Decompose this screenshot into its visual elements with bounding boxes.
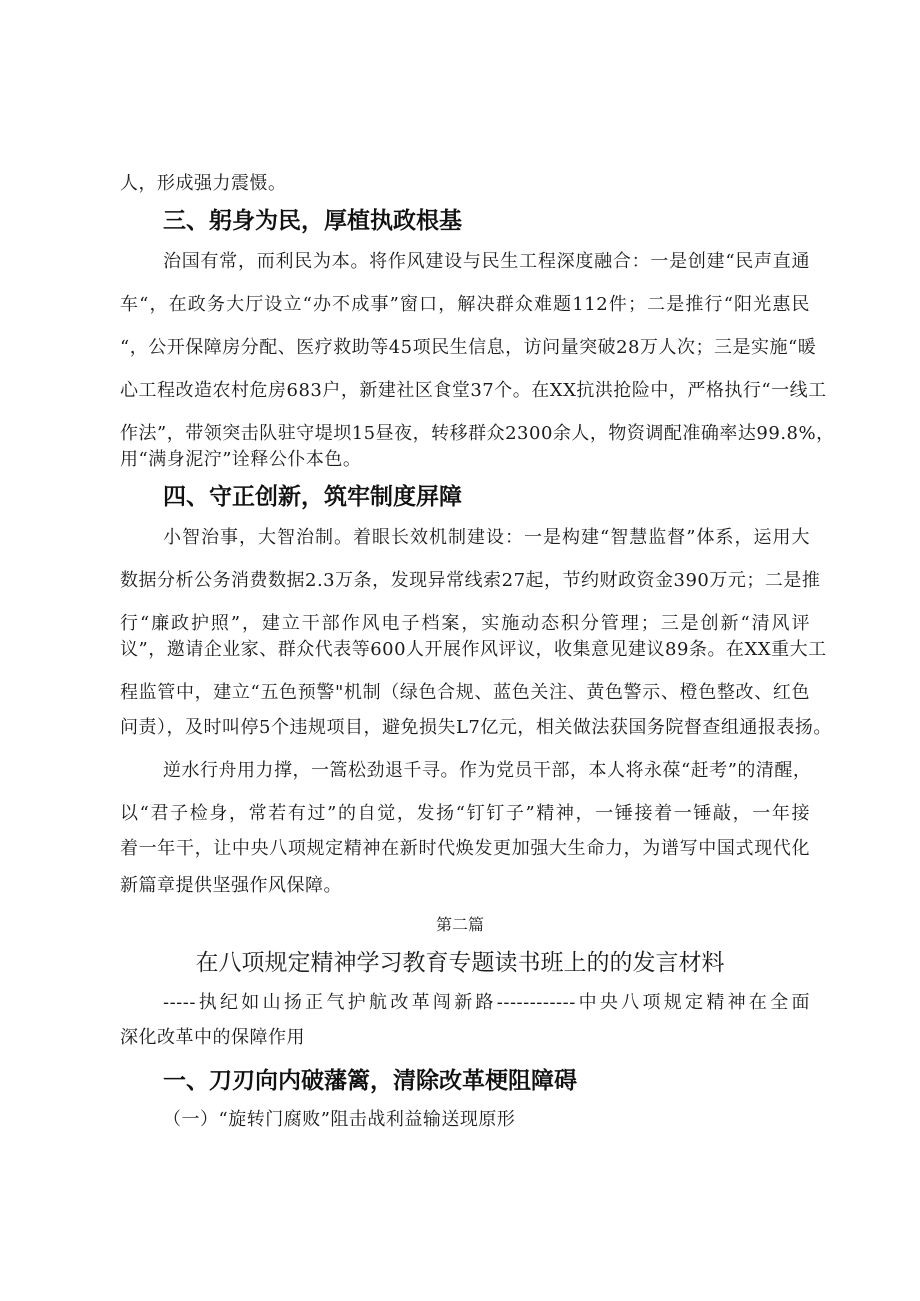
part-label: 第二篇 (435, 915, 484, 934)
paragraph-line: 数据分析公务消费数据2.3万条，发现异常线索27起，节约财政资金390万元；二是推 (120, 570, 821, 591)
paragraph-line: 行“廉政护照”，建立干部作风电子档案，实施动态积分管理；三是创新“清风评 (120, 613, 810, 634)
paragraph-line: 程监管中，建立“五色预警"机制（绿色合规、蓝色关注、黄色警示、橙色整改、红色 (120, 682, 810, 703)
paragraph-line: 人，形成强力震慑。 (120, 173, 287, 194)
paragraph-line: 新篇章提供坚强作风保障。 (120, 875, 342, 896)
subtitle-line: 深化改革中的保障作用 (120, 1027, 305, 1048)
document-title: 在八项规定精神学习教育专题读书班上的的发言材料 (195, 950, 725, 976)
section-heading-3: 三、躬身为民，厚植执政根基 (163, 208, 462, 234)
paragraph-line: 心工程改造农村危房683户，新建社区食堂37个。在XX抗洪抢险中，严格执行“一线工 (120, 380, 827, 401)
paragraph-line: 用“满身泥泞”诠释公仆本色。 (120, 449, 362, 470)
paragraph-line: 治国有常，而利民为本。将作风建设与民生工程深度融合：一是创建“民声直通 (163, 251, 810, 272)
paragraph-line: 议”，邀请企业家、群众代表等600人开展作风评议，收集意见建议89条。在XX重大工 (120, 639, 827, 660)
subsection-heading: （一）“旋转门腐败”阻击战利益输送现原形 (163, 1109, 516, 1130)
section-heading-1: 一、刀刃向内破藩篱，清除改革梗阻障碍 (163, 1068, 577, 1094)
paragraph-line: 逆水行舟用力撑，一篙松劲退千寻。作为党员干部，本人将永葆“赶考”的清醒， (163, 760, 812, 781)
paragraph-line: 着一年干，让中央八项规定精神在新时代焕发更加强大生命力，为谱写中国式现代化 (120, 838, 810, 859)
paragraph-line: 问责），及时叫停5个违规项目，避免损失L7亿元，相关做法获国务院督查组通报表扬。 (120, 717, 832, 738)
subtitle-line: -----执纪如山扬正气护航改革闯新路------------中央八项规定精神在全面 (163, 992, 810, 1013)
paragraph-line: “，公开保障房分配、医疗救助等45项民生信息，访问量突破28万人次；三是实施“暖 (120, 337, 817, 358)
paragraph-line: 作法”，带领突击队驻守堤坝15昼夜，转移群众2300余人，物资调配准确率达99.8%， (120, 423, 835, 444)
paragraph-line: 小智治事，大智治制。着眼长效机制建设：一是构建“智慧监督”体系，运用大 (163, 527, 810, 548)
section-heading-4: 四、守正创新，筑牢制度屏障 (163, 484, 462, 510)
paragraph-line: 车“，在政务大厅设立“办不成事”窗口，解决群众难题112件；二是推行“阳光惠民 (120, 294, 810, 315)
paragraph-line: 以“君子检身，常若有过”的自觉，发扬“钉钉子”精神，一锤接着一锤敲，一年接 (120, 803, 810, 824)
